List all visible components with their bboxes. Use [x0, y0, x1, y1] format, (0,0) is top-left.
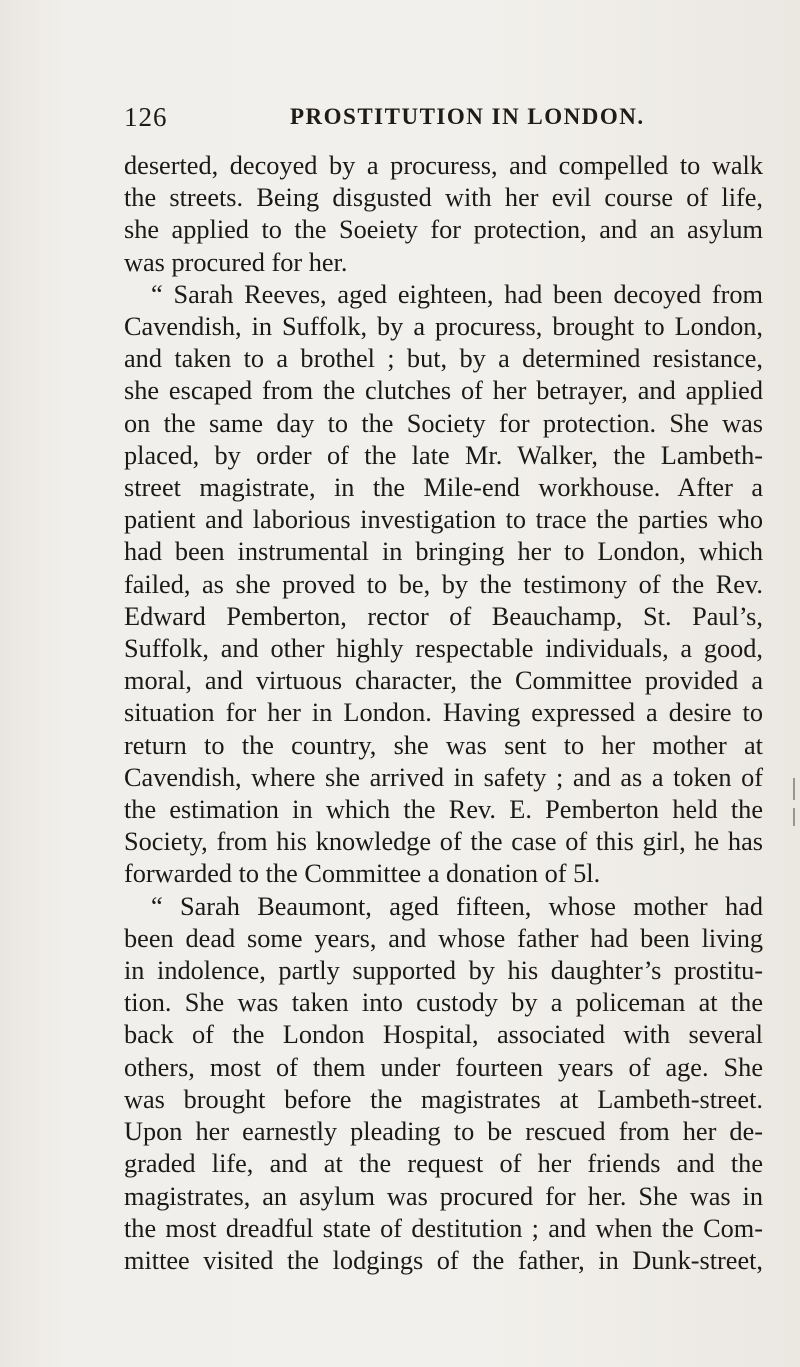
text-line: the estimation in which the Rev. E. Pemberton held the — [124, 795, 763, 825]
paragraph-start-line: “ Sarah Beaumont, aged fifteen, whose mother had — [151, 891, 763, 921]
page-edge-mark — [793, 808, 795, 826]
text-line: was procured for her. — [124, 247, 348, 277]
text-line: magistrates, an asylum was procured for her. She was in — [124, 1181, 763, 1211]
text-line: she escaped from the clutches of her betrayer, and applied — [124, 376, 763, 406]
text-line: mittee visited the lodgings of the father, in Dunk-street, — [124, 1245, 763, 1275]
text-line: the most dreadful state of destitution ; and when the Com- — [124, 1213, 763, 1243]
page-number: 126 — [124, 102, 168, 132]
text-line: was brought before the magistrates at Lambeth-street. — [124, 1084, 763, 1114]
text-line: return to the country, she was sent to her mother at — [124, 730, 763, 760]
text-line: on the same day to the Society for protection. She was — [124, 408, 763, 438]
text-line: tion. She was taken into custody by a policeman at the — [124, 988, 763, 1018]
text-line: Cavendish, where she arrived in safety ; and as a token of — [124, 762, 763, 792]
text-line: she applied to the Soeiety for protection, and an asylum — [124, 215, 763, 245]
text-line: Cavendish, in Suffolk, by a procuress, brought to London, — [124, 312, 763, 342]
text-line: had been instrumental in bringing her to London, which — [124, 537, 763, 567]
running-head — [124, 102, 760, 142]
text-line: been dead some years, and whose father had been living — [124, 923, 763, 953]
text-line: street magistrate, in the Mile-end workhouse. After a — [124, 473, 763, 503]
text-line: Upon her earnestly pleading to be rescued from her de- — [124, 1117, 763, 1147]
text-line: in indolence, partly supported by his daughter’s prostitu- — [124, 956, 763, 986]
text-line: forwarded to the Committee a donation of 5l. — [124, 859, 601, 889]
paragraph-start-line: “ Sarah Reeves, aged eighteen, had been decoyed from — [151, 279, 763, 309]
text-line: deserted, decoyed by a procuress, and compelled to walk — [124, 151, 763, 180]
text-line: moral, and virtuous character, the Committee provided a — [124, 666, 763, 696]
running-title: PROSTITUTION IN LONDON. — [290, 104, 645, 129]
body-text — [124, 150, 763, 1277]
text-line: the streets. Being disgusted with her evil course of life, — [124, 183, 763, 213]
text-line: situation for her in London. Having expressed a desire to — [124, 698, 763, 728]
text-line: and taken to a brothel ; but, by a determined resistance, — [124, 344, 763, 374]
text-line: back of the London Hospital, associated with several — [124, 1020, 763, 1050]
text-line: Society, from his knowledge of the case of this girl, he has — [124, 827, 763, 857]
text-line: Suffolk, and other highly respectable individuals, a good, — [124, 634, 763, 664]
text-line: failed, as she proved to be, by the testimony of the Rev. — [124, 569, 763, 599]
text-line: Edward Pemberton, rector of Beauchamp, St. Paul’s, — [124, 601, 763, 631]
text-line: others, most of them under fourteen years of age. She — [124, 1052, 763, 1082]
text-line: graded life, and at the request of her friends and the — [124, 1149, 763, 1179]
page-edge-mark — [793, 778, 795, 800]
text-line: placed, by order of the late Mr. Walker, the Lambeth- — [124, 440, 763, 470]
text-line: patient and laborious investigation to trace the parties who — [124, 505, 763, 535]
